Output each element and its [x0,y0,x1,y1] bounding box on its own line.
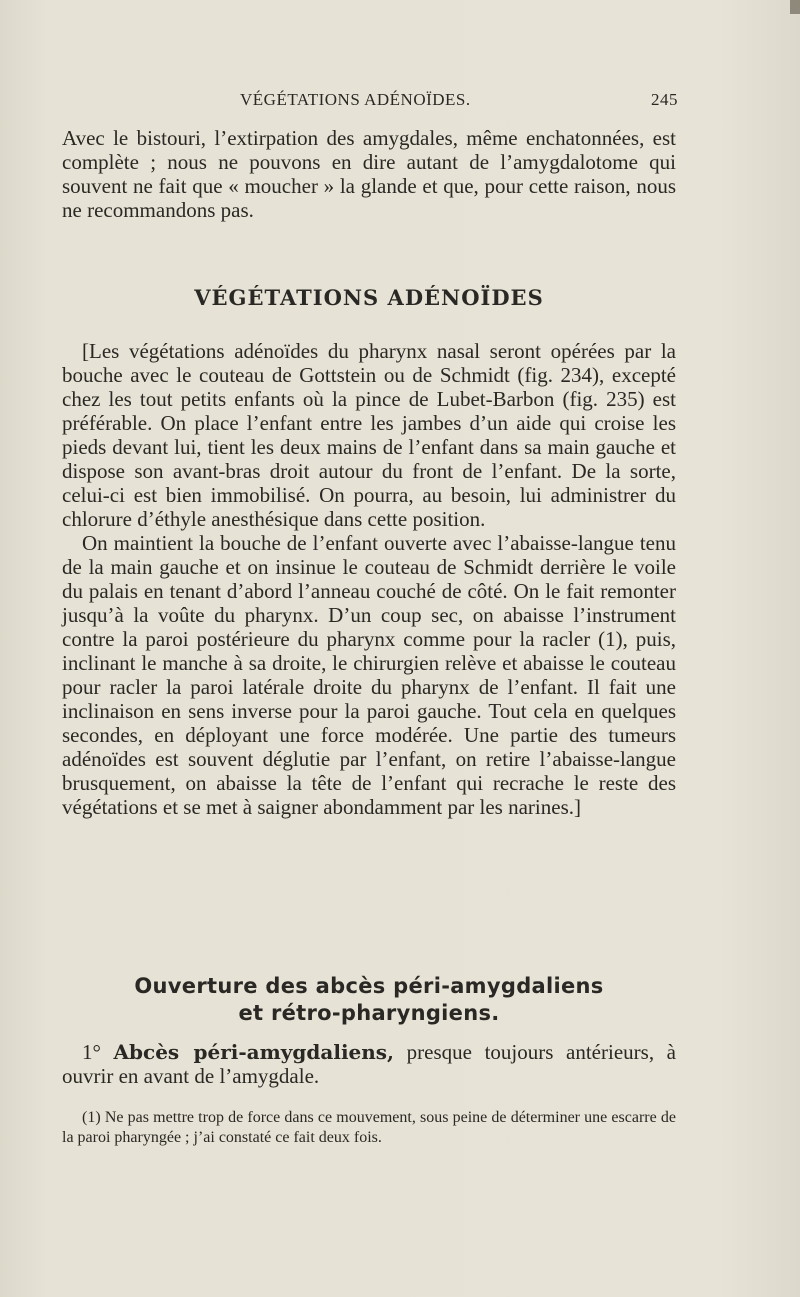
footnote: (1) Ne pas mettre trop de force dans ce mouvement, sous peine de déterminer une escarre de la paroi pharyngée ; j’ai constaté ce fait deux fois. [62,1109,676,1146]
section-heading-abces-line-2: et rétro-pharyngiens. [238,1001,500,1025]
abces-number: 1° [82,1040,101,1064]
intro-paragraph: Avec le bistouri, l’extirpation des amygdales, même enchatonnées, est complète ; nous ne pouvons en dire autant de l’amygdalotome qui souvent ne fait que « moucher » la glande et que, pour cette raison, nous ne recommandons pas. [62,126,676,222]
vegetations-paragraph-1: [Les végétations adénoïdes du pharynx nasal seront opérées par la bouche avec le couteau de Gottstein ou de Schmidt (fig. 234), excepté chez les tout petits enfants où la pince de Lubet-Barbon (fig. 235) est préférable. On place l’enfant entre les jambes d’un aide qui croise les pieds devant lui, tient les deux mains de l’enfant dans sa main gauche et dispose son avant-bras droit autour du front de l’enfant. De la sorte, celui-ci est bien immobilisé. On pourra, au besoin, lui administrer du chlorure d’éthyle anesthésique dans cette position. [62,339,676,531]
abces-paragraph [62,1040,676,1088]
page-number: 245 [651,90,678,109]
section-heading-abces [62,973,676,1027]
abces-lead: Abcès péri-amygdaliens, [113,1040,395,1064]
running-head [62,90,678,114]
running-title: VÉGÉTATIONS ADÉNOÏDES. [240,90,471,109]
vegetations-body [62,339,676,819]
section-heading-abces-line-1: Ouverture des abcès péri-amygdaliens [134,974,604,998]
vegetations-paragraph-2: On maintient la bouche de l’enfant ouverte avec l’abaisse-langue tenu de la main gauche et on insinue le couteau de Schmidt derrière le voile du palais en tenant d’abord l’anneau couché de côté. On le fait remonter jusqu’à la voûte du pharynx. D’un coup sec, on abaisse l’instrument contre la paroi postérieure du pharynx comme pour la racler (1), puis, inclinant le manche à sa droite, le chirurgien relève et abaisse le couteau pour racler la paroi latérale droite du pharynx de l’enfant. Il fait une inclinaison en sens inverse pour la paroi gauche. Tout cela en quelques secondes, en déployant une force modérée. Une partie des tumeurs adénoïdes est souvent déglutie par l’enfant, on retire l’abaisse-langue brusquement, on abaisse la tête de l’enfant qui recrache le reste des végétations et se met à saigner abondamment par les narines.] [62,531,676,819]
section-heading-vegetations: VÉGÉTATIONS ADÉNOÏDES [194,285,544,310]
page-corner-shadow [790,0,800,14]
abces-text: presque toujours antérieurs, à ouvrir en avant de l’amygdale. [62,1040,677,1088]
